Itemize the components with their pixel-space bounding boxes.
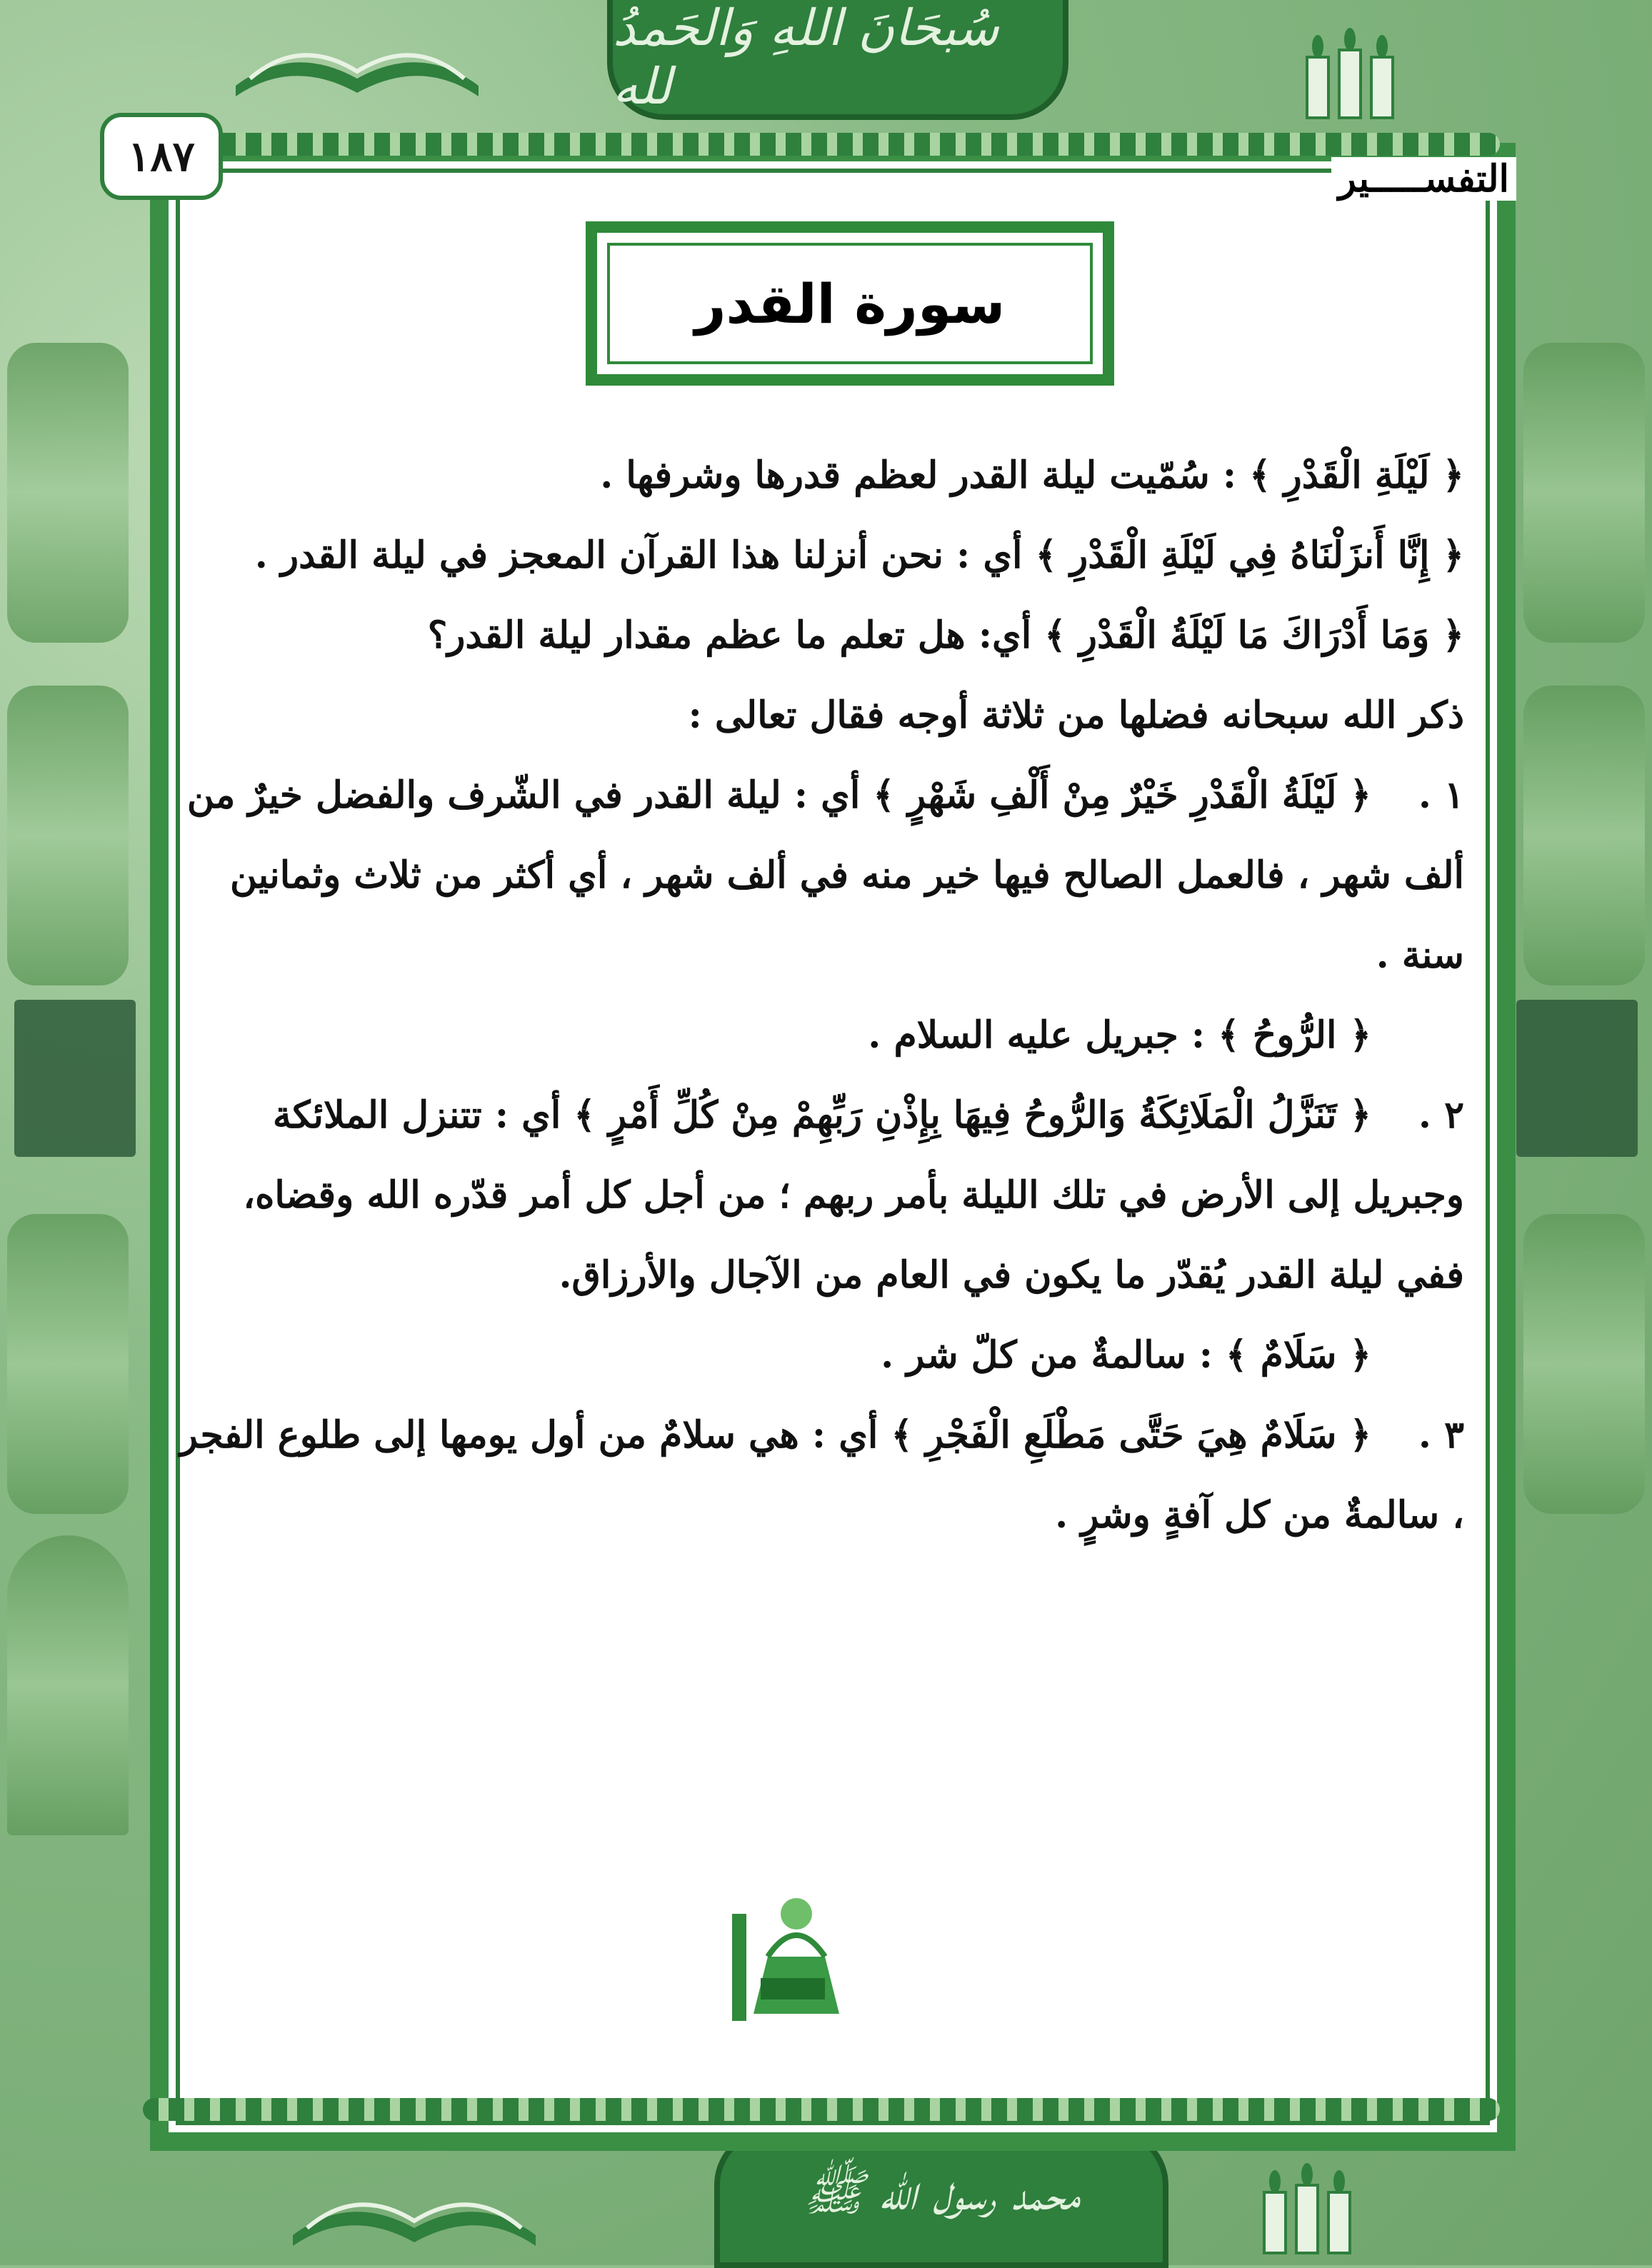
page-number: ١٨٧ bbox=[100, 113, 223, 200]
candles-icon bbox=[1300, 14, 1400, 121]
right-ornament-medallion bbox=[1523, 343, 1645, 643]
list-item-1-text: ﴿ لَيْلَةُ الْقَدْرِ خَيْرٌ مِنْ أَلْفِ شَهْرٍ ﴾ أي : ليلة القدر في الشّرف والفضل خيرٌ من ألف شهر ، فالعمل الصالح فيها خير منه في ألف شهر ، أي أكثر من ثلاث وثمانين سنة . bbox=[186, 773, 1464, 977]
left-ornament-calligraphy-2 bbox=[7, 1214, 129, 1514]
verse-explanation-1: ﴿ لَيْلَةِ الْقَدْرِ ﴾ : سُمّيت ليلة القدر لعظم قدرها وشرفها . bbox=[600, 453, 1464, 497]
tafsir-content bbox=[179, 436, 1464, 1555]
intro-line: ذكر الله سبحانه فضلها من ثلاثة أوجه فقال تعالى : bbox=[688, 693, 1464, 737]
list-item-1-number: ١ . bbox=[1418, 773, 1464, 817]
right-ornament-calligraphy bbox=[1523, 686, 1645, 985]
right-ornament-calligraphy-2 bbox=[1523, 1214, 1645, 1514]
surah-title-box bbox=[586, 221, 1114, 386]
list-item-2 bbox=[179, 1075, 1464, 1315]
list-item-3-number: ٣ . bbox=[1418, 1413, 1464, 1457]
candles-icon-bottom bbox=[1257, 2149, 1357, 2257]
list-item-1 bbox=[179, 756, 1464, 995]
open-book-icon-bottom bbox=[286, 2164, 543, 2249]
kaaba-icon bbox=[14, 1000, 136, 1157]
verse-explanation-3: ﴿ وَمَا أَدْرَاكَ مَا لَيْلَةُ الْقَدْرِ ﴾ أي: هل تعلم ما عظم مقدار ليلة القدر؟ bbox=[427, 613, 1464, 657]
bottom-banner-text: محمد رسول الله ﷺ bbox=[803, 2162, 1080, 2222]
open-book-icon bbox=[229, 14, 486, 100]
ruh-explanation: ﴿ الرُّوحُ ﴾ : جبريل عليه السلام . bbox=[868, 1013, 1371, 1057]
list-item-3-text: ﴿ سَلَامٌ هِيَ حَتَّى مَطْلَعِ الْفَجْرِ ﴾ أي : هي سلامٌ من أول يومها إلى طلوع الفجر ، سالمةٌ من كل آفةٍ وشرٍ . bbox=[179, 1413, 1464, 1537]
list-item-3 bbox=[179, 1395, 1464, 1555]
top-banner-text: سُبحَانَ اللهِ وَالحَمدُ لله bbox=[613, 0, 999, 116]
surah-title: سورة القدر bbox=[694, 271, 1006, 336]
list-item-2-number: ٢ . bbox=[1418, 1093, 1464, 1137]
top-calligraphy-banner bbox=[607, 0, 1068, 120]
verse-explanation-2: ﴿ إِنَّا أَنزَلْنَاهُ فِي لَيْلَةِ الْقَدْرِ ﴾ أي : نحن أنزلنا هذا القرآن المعجز في ليلة القدر . bbox=[254, 533, 1464, 577]
list-item-2-text: ﴿ تَنَزَّلُ الْمَلَائِكَةُ وَالرُّوحُ فِيهَا بِإِذْنِ رَبِّهِمْ مِنْ كُلِّ أَمْرٍ ﴾ أي : تتنزل الملائكة وجبريل إلى الأرض في تلك الليلة بأمر ربهم ؛ من أجل كل أمر قدّره الله وقضاه، ففي ليلة القدر يُقدّر ما يكون في العام من الآجال والأرزاق. bbox=[243, 1093, 1464, 1297]
left-ornament-calligraphy bbox=[7, 686, 129, 985]
salam-explanation: ﴿ سَلَامٌ ﴾ : سالمةٌ من كلّ شر . bbox=[881, 1333, 1371, 1377]
bottom-chain-border bbox=[143, 2098, 1500, 2121]
left-ornament-medallion bbox=[7, 343, 129, 643]
emblem-icon bbox=[718, 1871, 853, 2035]
mosque-dome-icon bbox=[7, 1535, 129, 1835]
top-chain-border bbox=[143, 133, 1500, 156]
kaaba-icon-right bbox=[1516, 1000, 1638, 1157]
book-section-label: التفســـــير bbox=[1331, 157, 1516, 201]
